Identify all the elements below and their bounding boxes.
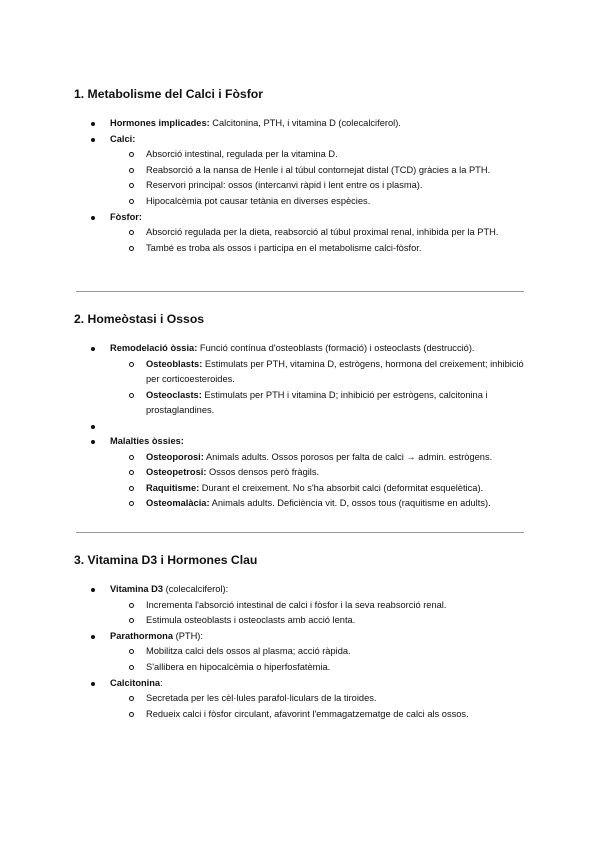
- section-2-title: 2. Homeòstasi i Ossos: [74, 312, 205, 326]
- list-item: Absorció regulada per la dieta, reabsorció al túbul proximal renal, inhibida per la PTH.: [110, 225, 526, 241]
- fosfor-sublist: [110, 225, 526, 256]
- calci-term: Calci:: [110, 133, 136, 144]
- section-divider: [76, 532, 524, 533]
- section-1-title: 1. Metabolisme del Calci i Fòsfor: [74, 87, 263, 101]
- osteopetrosi-term: Osteopetrosi:: [146, 467, 207, 478]
- list-item: Absorció intestinal, regulada per la vitamina D.: [110, 147, 526, 163]
- osteoblasts-term: Osteoblasts:: [146, 358, 203, 369]
- osteoclasts-term: Osteoclasts:: [146, 389, 202, 400]
- section-3-title: 3. Vitamina D3 i Hormones Clau: [74, 553, 258, 567]
- list-item: [110, 450, 526, 466]
- calci-item: [74, 132, 526, 210]
- list-item: Incrementa l'absorció intestinal de calci i fòsfor i la seva reabsorció renal.: [110, 598, 526, 614]
- hormones-term: Hormones implicades:: [110, 118, 210, 128]
- calcitonina-term: Calcitonina: [110, 677, 161, 688]
- list-item: S'allibera en hipocalcèmia o hiperfosfatèmia.: [110, 660, 526, 676]
- section-calcium-phosphorus: [74, 86, 526, 256]
- calci-sublist: [110, 147, 526, 209]
- osteoclasts-text: Estimulats per PTH i vitamina D; inhibició per estrògens, calcitonina i prostaglandines.: [146, 389, 488, 416]
- section-divider: [76, 291, 524, 292]
- section-2-list: [74, 341, 526, 512]
- list-item: [110, 357, 526, 388]
- list-item: [110, 388, 526, 419]
- remodelacio-item: [74, 341, 526, 419]
- list-item: [110, 465, 526, 481]
- vitd-text: (colecalciferol):: [163, 584, 229, 594]
- section-bone-homeostasis: [74, 311, 526, 512]
- list-item: Estimula osteoblasts i osteoclasts amb acció lenta.: [110, 613, 526, 629]
- remodelacio-sublist: [110, 357, 526, 419]
- osteomalacia-text: Animals adults. Deficiència vit. D, ossos tous (raquitisme en adults).: [209, 498, 491, 509]
- calcitonina-text: :: [160, 677, 163, 688]
- section-vitamin-d3-hormones: [74, 552, 526, 722]
- pth-sublist: [110, 644, 526, 675]
- list-item: [110, 496, 526, 512]
- list-item: Reabsorció a la nansa de Henle i al túbul contornejat distal (TCD) gràcies a la PTH.: [110, 163, 526, 179]
- osteoporosi-text: Animals adults. Ossos porosos per falta de calci → admin. estrògens.: [203, 451, 493, 462]
- vitd-sublist: [110, 598, 526, 629]
- fosfor-term: Fòsfor:: [110, 211, 143, 222]
- list-item: Mobilitza calci dels ossos al plasma; acció ràpida.: [110, 644, 526, 660]
- hormones-text: Calcitonina, PTH, i vitamina D (colecalciferol).: [209, 118, 401, 128]
- remodelacio-text: Funció contínua d'osteoblasts (formació) i osteoclasts (destrucció).: [197, 343, 475, 353]
- spacer: [74, 419, 526, 434]
- raquitisme-text: Durant el creixement. No s'ha absorbit calci (deformitat esquelètica).: [199, 482, 484, 493]
- osteoporosi-term: Osteoporosi:: [146, 451, 204, 462]
- pth-term: Parathormona: [110, 630, 174, 641]
- malalties-item: [74, 434, 526, 512]
- vitd-term: Vitamina D3: [110, 584, 164, 594]
- pth-text: (PTH):: [173, 630, 203, 641]
- list-item: Secretada per les cèl·lules parafol·liculars de la tiroides.: [110, 691, 526, 707]
- fosfor-item: [74, 210, 526, 257]
- section-3-list: [74, 582, 526, 722]
- osteopetrosi-text: Ossos densos però fràgils.: [206, 467, 320, 478]
- pth-item: [74, 629, 526, 676]
- list-item: [110, 481, 526, 497]
- hormones-item: [74, 116, 526, 132]
- malalties-sublist: [110, 450, 526, 512]
- calcitonina-sublist: [110, 691, 526, 722]
- list-item: Redueix calci i fòsfor circulant, afavorint l'emmagatzematge de calci als ossos.: [110, 707, 526, 723]
- raquitisme-term: Raquitisme:: [146, 482, 200, 493]
- list-item: Hipocalcèmia pot causar tetània en diverses espècies.: [110, 194, 526, 210]
- malalties-term: Malalties òssies:: [110, 435, 184, 446]
- osteomalacia-term: Osteomalàcia:: [146, 498, 210, 509]
- osteoblasts-text: Estimulats per PTH, vitamina D, estrògens, hormona del creixement; inhibició per corticoesteroides.: [146, 358, 524, 385]
- vitd-item: [74, 582, 526, 629]
- section-1-list: [74, 116, 526, 256]
- calcitonina-item: [74, 676, 526, 723]
- remodelacio-term: Remodelació òssia:: [110, 343, 198, 353]
- list-item: Reservori principal: ossos (intercanvi ràpid i lent entre os i plasma).: [110, 178, 526, 194]
- list-item: També es troba als ossos i participa en el metabolisme calci-fòsfor.: [110, 241, 526, 257]
